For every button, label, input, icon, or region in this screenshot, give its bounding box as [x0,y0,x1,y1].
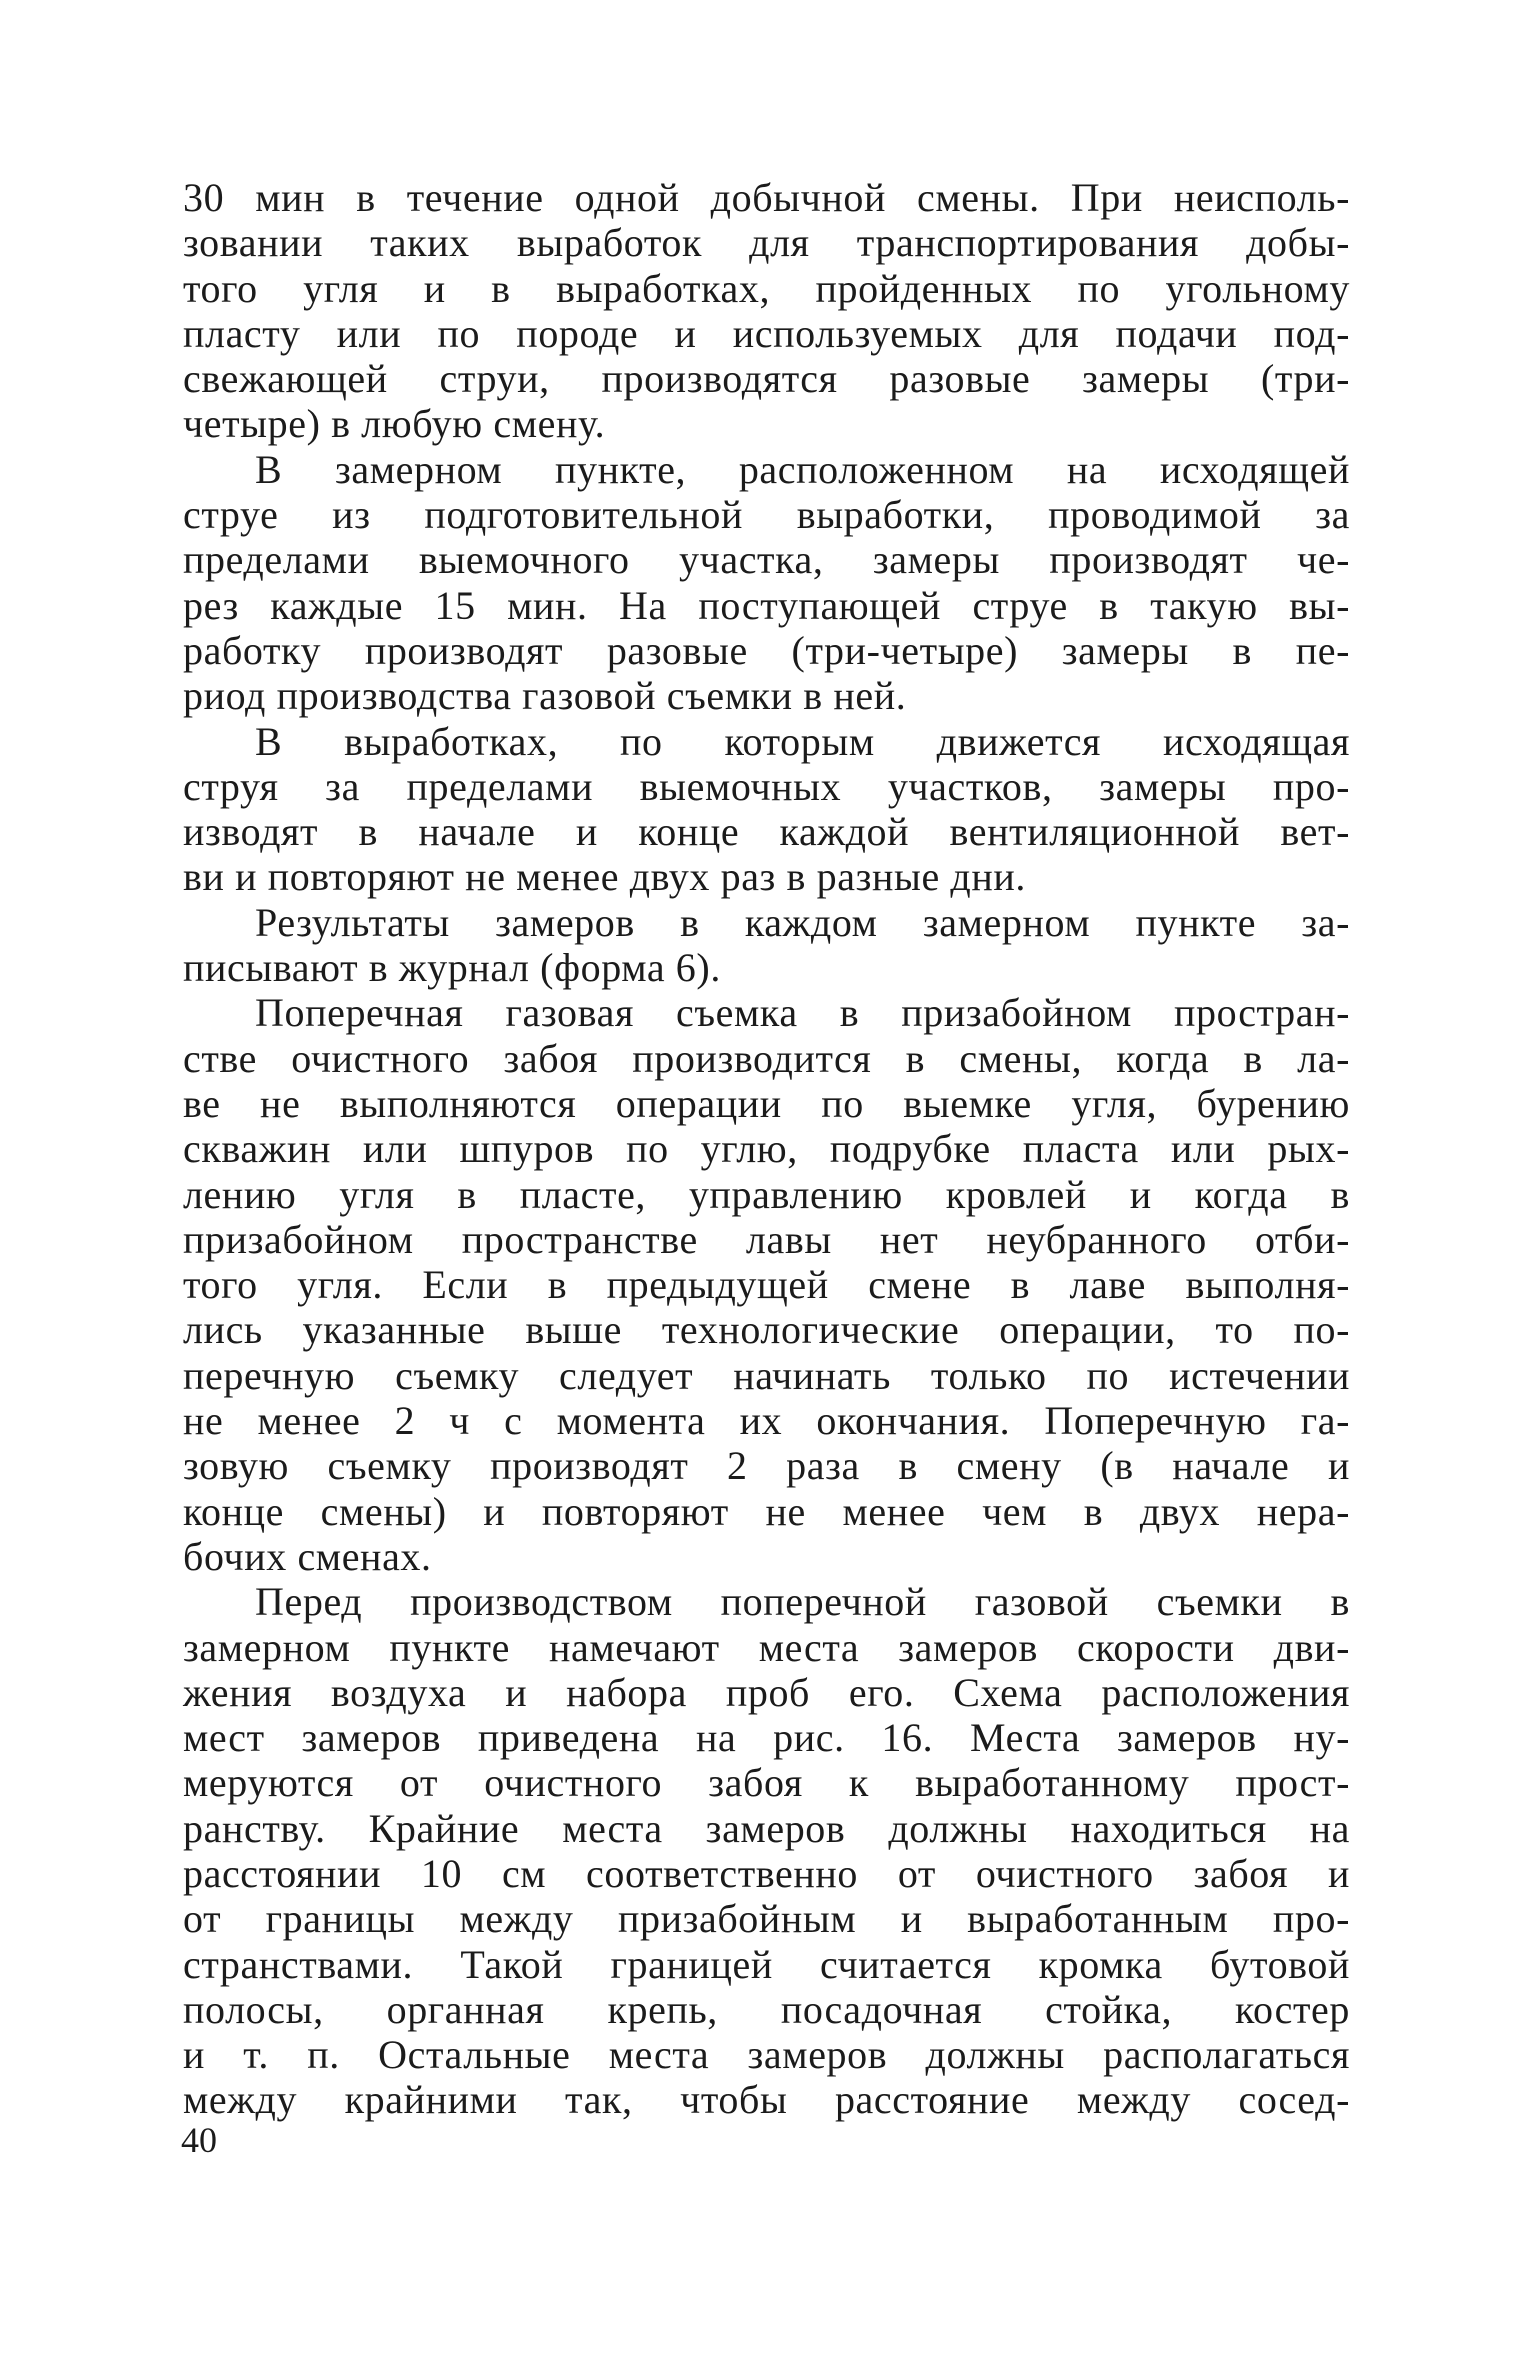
body-text [183,175,1350,2123]
text-line: Перед производством поперечной газовой съемки в [255,1579,1350,1625]
text-line: Результаты замеров в каждом замерном пункте за- [255,899,1350,945]
text-line: Поперечная газовая съемка в призабойном простран- [255,990,1350,1036]
text-line: расстоянии 10 см соответственно от очистного забоя и [183,1850,1350,1896]
text-line: меруются от очистного забоя к выработанному прост- [183,1760,1350,1806]
text-line: пласту или по породе и используемых для подачи под- [183,310,1350,356]
paragraph [183,447,1350,719]
text-line: зовании таких выработок для транспортирования добы- [183,220,1350,266]
text-line: не менее 2 ч с момента их окончания. Поперечную га- [183,1398,1350,1444]
text-line: и т. п. Остальные места замеров должны располагаться [183,2032,1350,2078]
text-line: перечную съемку следует начинать только по истечении [183,1352,1350,1398]
text-line: четыре) в любую смену. [183,401,606,447]
text-line: ранству. Крайние места замеров должны находиться на [183,1805,1350,1851]
text-line: пределами выемочного участка, замеры производят че- [183,537,1350,583]
text-line: того угля. Если в предыдущей смене в лаве выполня- [183,1262,1350,1308]
text-line: лись указанные выше технологические операции, то по- [183,1307,1350,1353]
paragraph [183,719,1350,900]
text-line: замерном пункте намечают места замеров скорости дви- [183,1624,1350,1670]
text-line: изводят в начале и конце каждой вентиляционной вет- [183,809,1350,855]
paragraph [183,990,1350,1579]
text-line: полосы, органная крепь, посадочная стойка, костер [183,1986,1350,2032]
text-line: от границы между призабойным и выработанным про- [183,1896,1350,1942]
text-line: рез каждые 15 мин. На поступающей струе в такую вы- [183,582,1350,628]
text-line: бочих сменах. [183,1533,432,1579]
text-line: странствами. Такой границей считается кромка бутовой [183,1941,1350,1987]
text-line: работку производят разовые (три-четыре) замеры в пе- [183,627,1350,673]
text-line: В выработках, по которым движется исходящая [255,718,1350,764]
paragraph [183,900,1350,991]
text-line: зовую съемку производят 2 раза в смену (в начале и [183,1443,1350,1489]
text-line: конце смены) и повторяют не менее чем в двух нера- [183,1488,1350,1534]
text-line: жения воздуха и набора проб его. Схема расположения [183,1669,1350,1715]
paragraph [183,1579,1350,2123]
text-line: струе из подготовительной выработки, проводимой за [183,492,1350,538]
text-line: стве очистного забоя производится в смены, когда в ла- [183,1035,1350,1081]
paragraph [183,175,1350,447]
text-line: писывают в журнал (форма 6). [183,945,721,991]
text-line: ви и повторяют не менее двух раз в разные дни. [183,854,1026,900]
text-line: 30 мин в течение одной добычной смены. При неисполь- [183,175,1350,220]
text-line: между крайними так, чтобы расстояние между сосед- [183,2077,1350,2123]
text-line: мест замеров приведена на рис. 16. Места замеров ну- [183,1715,1350,1761]
text-line: свежающей струи, производятся разовые замеры (три- [183,356,1350,402]
page-number: 40 [181,2120,217,2160]
text-line: В замерном пункте, расположенном на исходящей [255,446,1350,492]
text-line: риод производства газовой съемки в ней. [183,673,907,719]
text-line: призабойном пространстве лавы нет неубранного отби- [183,1216,1350,1262]
text-line: того угля и в выработках, пройденных по угольному [183,265,1350,311]
text-line: ве не выполняются операции по выемке угля, бурению [183,1080,1350,1126]
text-line: лению угля в пласте, управлению кровлей и когда в [183,1171,1350,1217]
text-line: скважин или шпуров по углю, подрубке пласта или рых- [183,1126,1350,1172]
text-line: струя за пределами выемочных участков, замеры про- [183,763,1350,809]
